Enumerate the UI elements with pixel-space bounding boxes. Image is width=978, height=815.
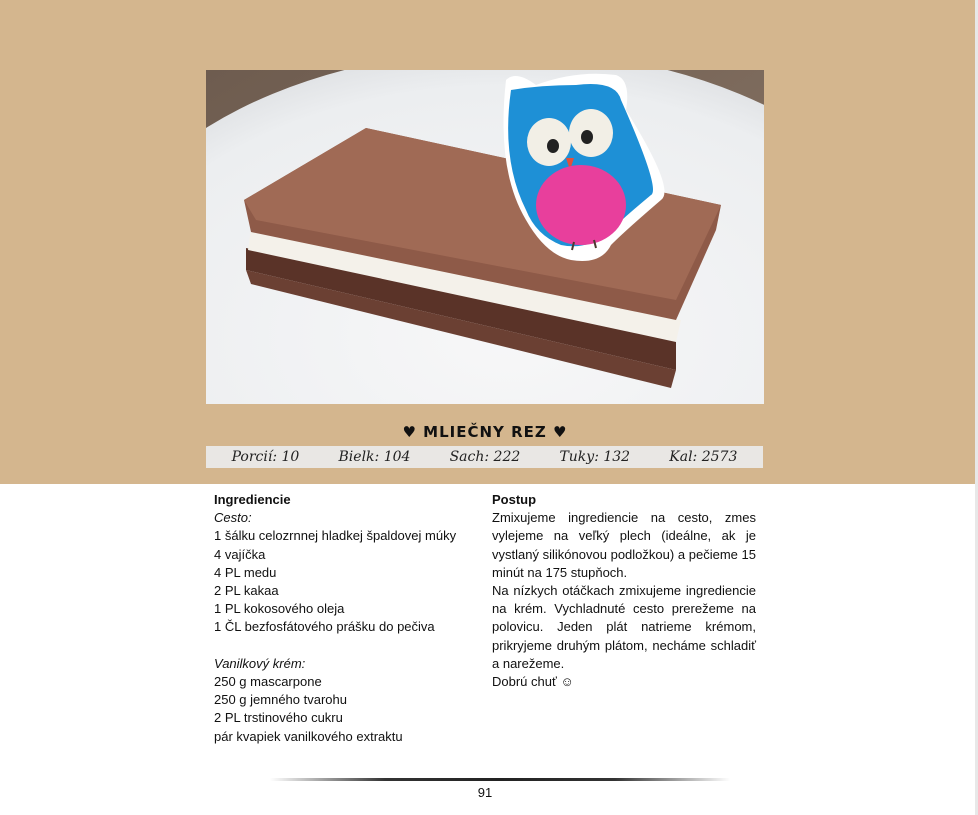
ingredients-heading: Ingrediencie [214,492,291,507]
ingredient-item: 2 PL trstinového cukru [214,710,343,726]
ingredient-item: 1 PL kokosového oleja [214,601,345,617]
ingredient-item: 1 šálku celozrnnej hladkej špaldovej múky [214,528,457,544]
recipe-title [206,423,764,441]
stat-calories: Kal: 2573 [669,449,738,465]
method-heading: Postup [492,492,537,507]
nutrition-bar [206,446,763,468]
spacer [214,637,476,655]
ingredient-item: 250 g mascarpone [214,674,322,690]
cream-heading: Vanilkový krém: [214,655,306,671]
heart-icon: ♥ [402,423,417,441]
ingredient-item: 2 PL kakaa [214,583,279,599]
ingredient-item: 4 vajíčka [214,546,266,562]
method-step: Na nízkych otáčkach zmixujeme ingrediencie na krém. Vychladnuté cesto prerežeme na polovicu. Jeden plát natrieme krémom, prikryjeme druhým plátom, necháme schladiť a narežeme. [492,583,756,671]
ingredient-item: 4 PL medu [214,564,277,580]
stat-protein: Bielk: 104 [338,449,411,465]
ingredient-item: pár kvapiek vanilkového extraktu [214,728,403,744]
ingredient-item: 1 ČL bezfosfátového prášku do pečiva [214,619,435,635]
heart-icon: ♥ [553,423,568,441]
footer-divider [270,778,730,781]
dough-heading: Cesto: [214,510,252,526]
method-closing: Dobrú chuť ☺ [492,674,574,690]
method-column [492,491,756,691]
ingredient-item: 250 g jemného tvarohu [214,692,347,708]
stat-fat: Tuky: 132 [559,449,631,465]
recipe-photo [206,70,764,404]
recipe-title-text: MLIEČNY REZ [423,423,547,441]
stat-portions: Porcií: 10 [231,449,300,465]
page-number: 91 [477,785,493,800]
method-step: Zmixujeme ingrediencie na cesto, zmes vylejeme na veľký plech (ideálne, ak je vystlaný silikónovou podložkou) a pečieme 15 minút na 175 stupňoch. [492,510,756,580]
ingredients-column [214,491,476,746]
stat-carbs: Sach: 222 [449,449,521,465]
